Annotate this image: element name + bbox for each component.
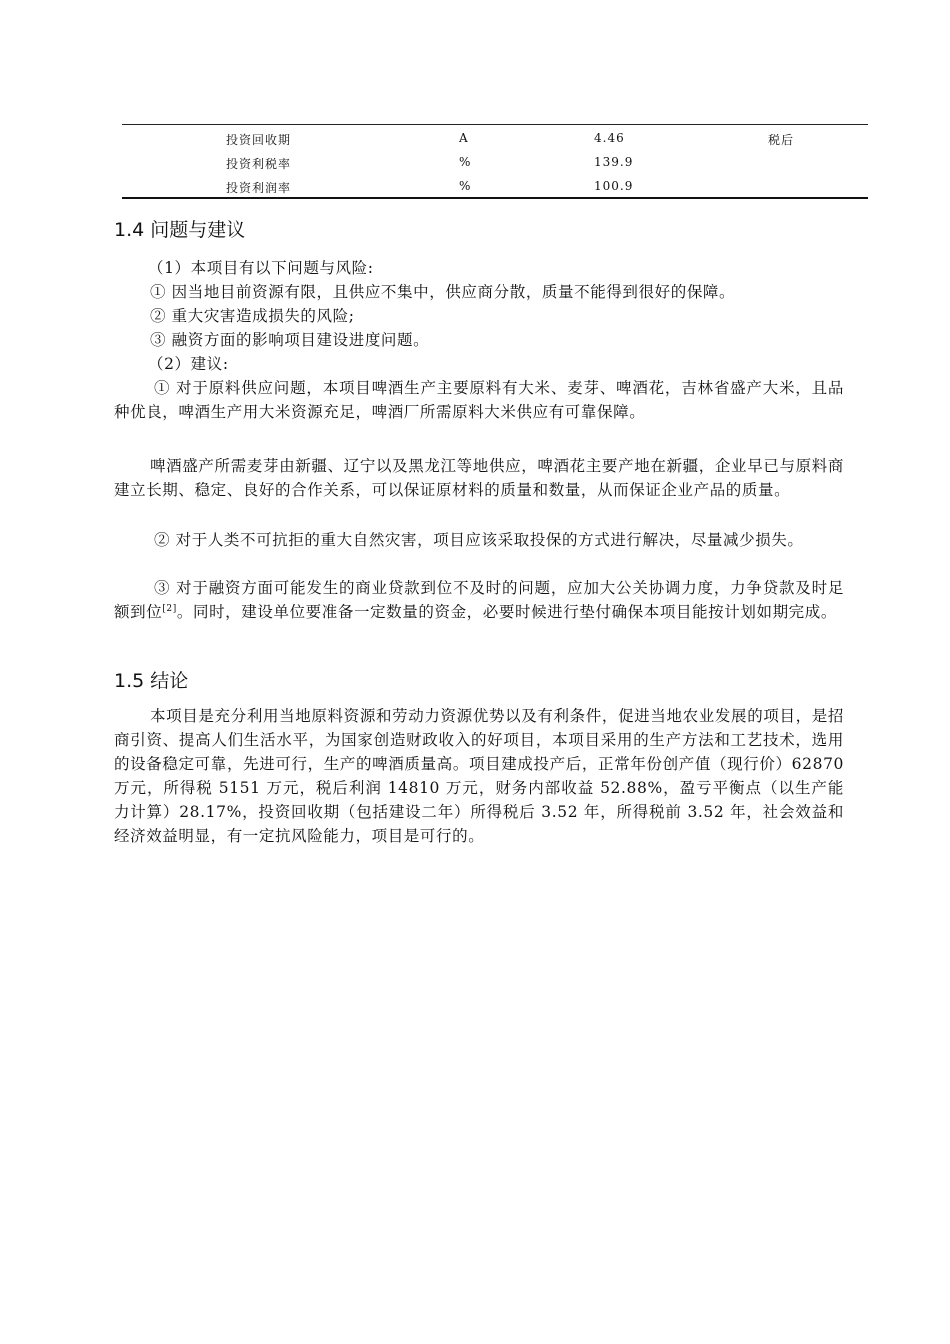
table-cell-indicator: 投资利税率 [226,157,292,171]
section-heading-1-4: 1.4 问题与建议 [114,219,246,241]
paragraph-suggestion-1: ① 对于原料供应问题，本项目啤酒生产主要原料有大米、麦芽、啤酒花，吉林省盛产大米，且品种优良，啤酒生产用大米资源充足，啤酒厂所需原料大米供应有可靠保障。 [114,379,844,421]
paragraph-suggestion-1-cont: 啤酒盛产所需麦芽由新疆、辽宁以及黑龙江等地供应，啤酒花主要产地在新疆，企业早已与原料商建立长期、稳定、良好的合作关系，可以保证原材料的质量和数量，从而保证企业产品的质量。 [114,457,844,499]
paragraph-issue-3: ③ 融资方面的影响项目建设进度问题。 [150,331,430,349]
paragraph-issue-2: ② 重大灾害造成损失的风险; [150,307,355,325]
table-row [122,173,868,197]
paragraph-conclusion: 本项目是充分利用当地原料资源和劳动力资源优势以及有利条件，促进当地农业发展的项目，是招商引资、提高人们生活水平，为国家创造财政收入的好项目，本项目采用的生产方法和工艺技术，选用的设备稳定可靠，先进可行，生产的啤酒质量高。项目建成投产后，正常年份创产值（现行价）62870 万元，所得税 5151 万元，税后利润 14810 万元，财务内部收益 52.88%，盈亏平衡点（以生产能力计算）28.17%，投资回收期（包括建设二年）所得税后 3.52 年，所得税前 3.52 年，社会效益和经济效益明显，有一定抗风险能力，项目是可行的。 [114,707,844,845]
table-cell-value: 139.9 [594,155,634,169]
table-cell-unit: A [459,131,469,145]
section-heading-1-5: 1.5 结论 [114,670,189,692]
paragraph-issues-intro: （1）本项目有以下问题与风险: [148,259,374,277]
table-cell-indicator: 投资回收期 [226,133,292,147]
table-cell-indicator: 投资利润率 [226,181,292,195]
citation-ref: [2] [162,603,177,614]
paragraph-suggestion-2: ② 对于人类不可抗拒的重大自然灾害，项目应该采取投保的方式进行解决，尽量减少损失。 [154,531,804,549]
table-cell-unit: % [459,155,472,169]
table-cell-unit: % [459,179,472,193]
table-row [122,125,868,149]
suggestion-3-text-b: 。同时，建设单位要准备一定数量的资金，必要时候进行垫付确保本项目能按计划如期完成。 [176,603,837,621]
suggestion-3-text-a: ③ 对于融资方面可能发生的商业贷款到位不及时的问题，应加大公关协调力度，力争贷款及时足额到位 [114,579,844,621]
table-cell-value: 4.46 [594,131,625,145]
table-cell-note: 税后 [768,133,795,147]
table-bottom-rule [122,197,868,199]
paragraph-suggestion-3 [114,576,844,624]
indicator-table [122,124,868,199]
table-cell-value: 100.9 [594,179,634,193]
table-row [122,149,868,173]
paragraph-suggestions-intro: （2）建议: [148,355,229,373]
paragraph-issue-1: ① 因当地目前资源有限，且供应不集中，供应商分散，质量不能得到很好的保障。 [150,283,736,301]
